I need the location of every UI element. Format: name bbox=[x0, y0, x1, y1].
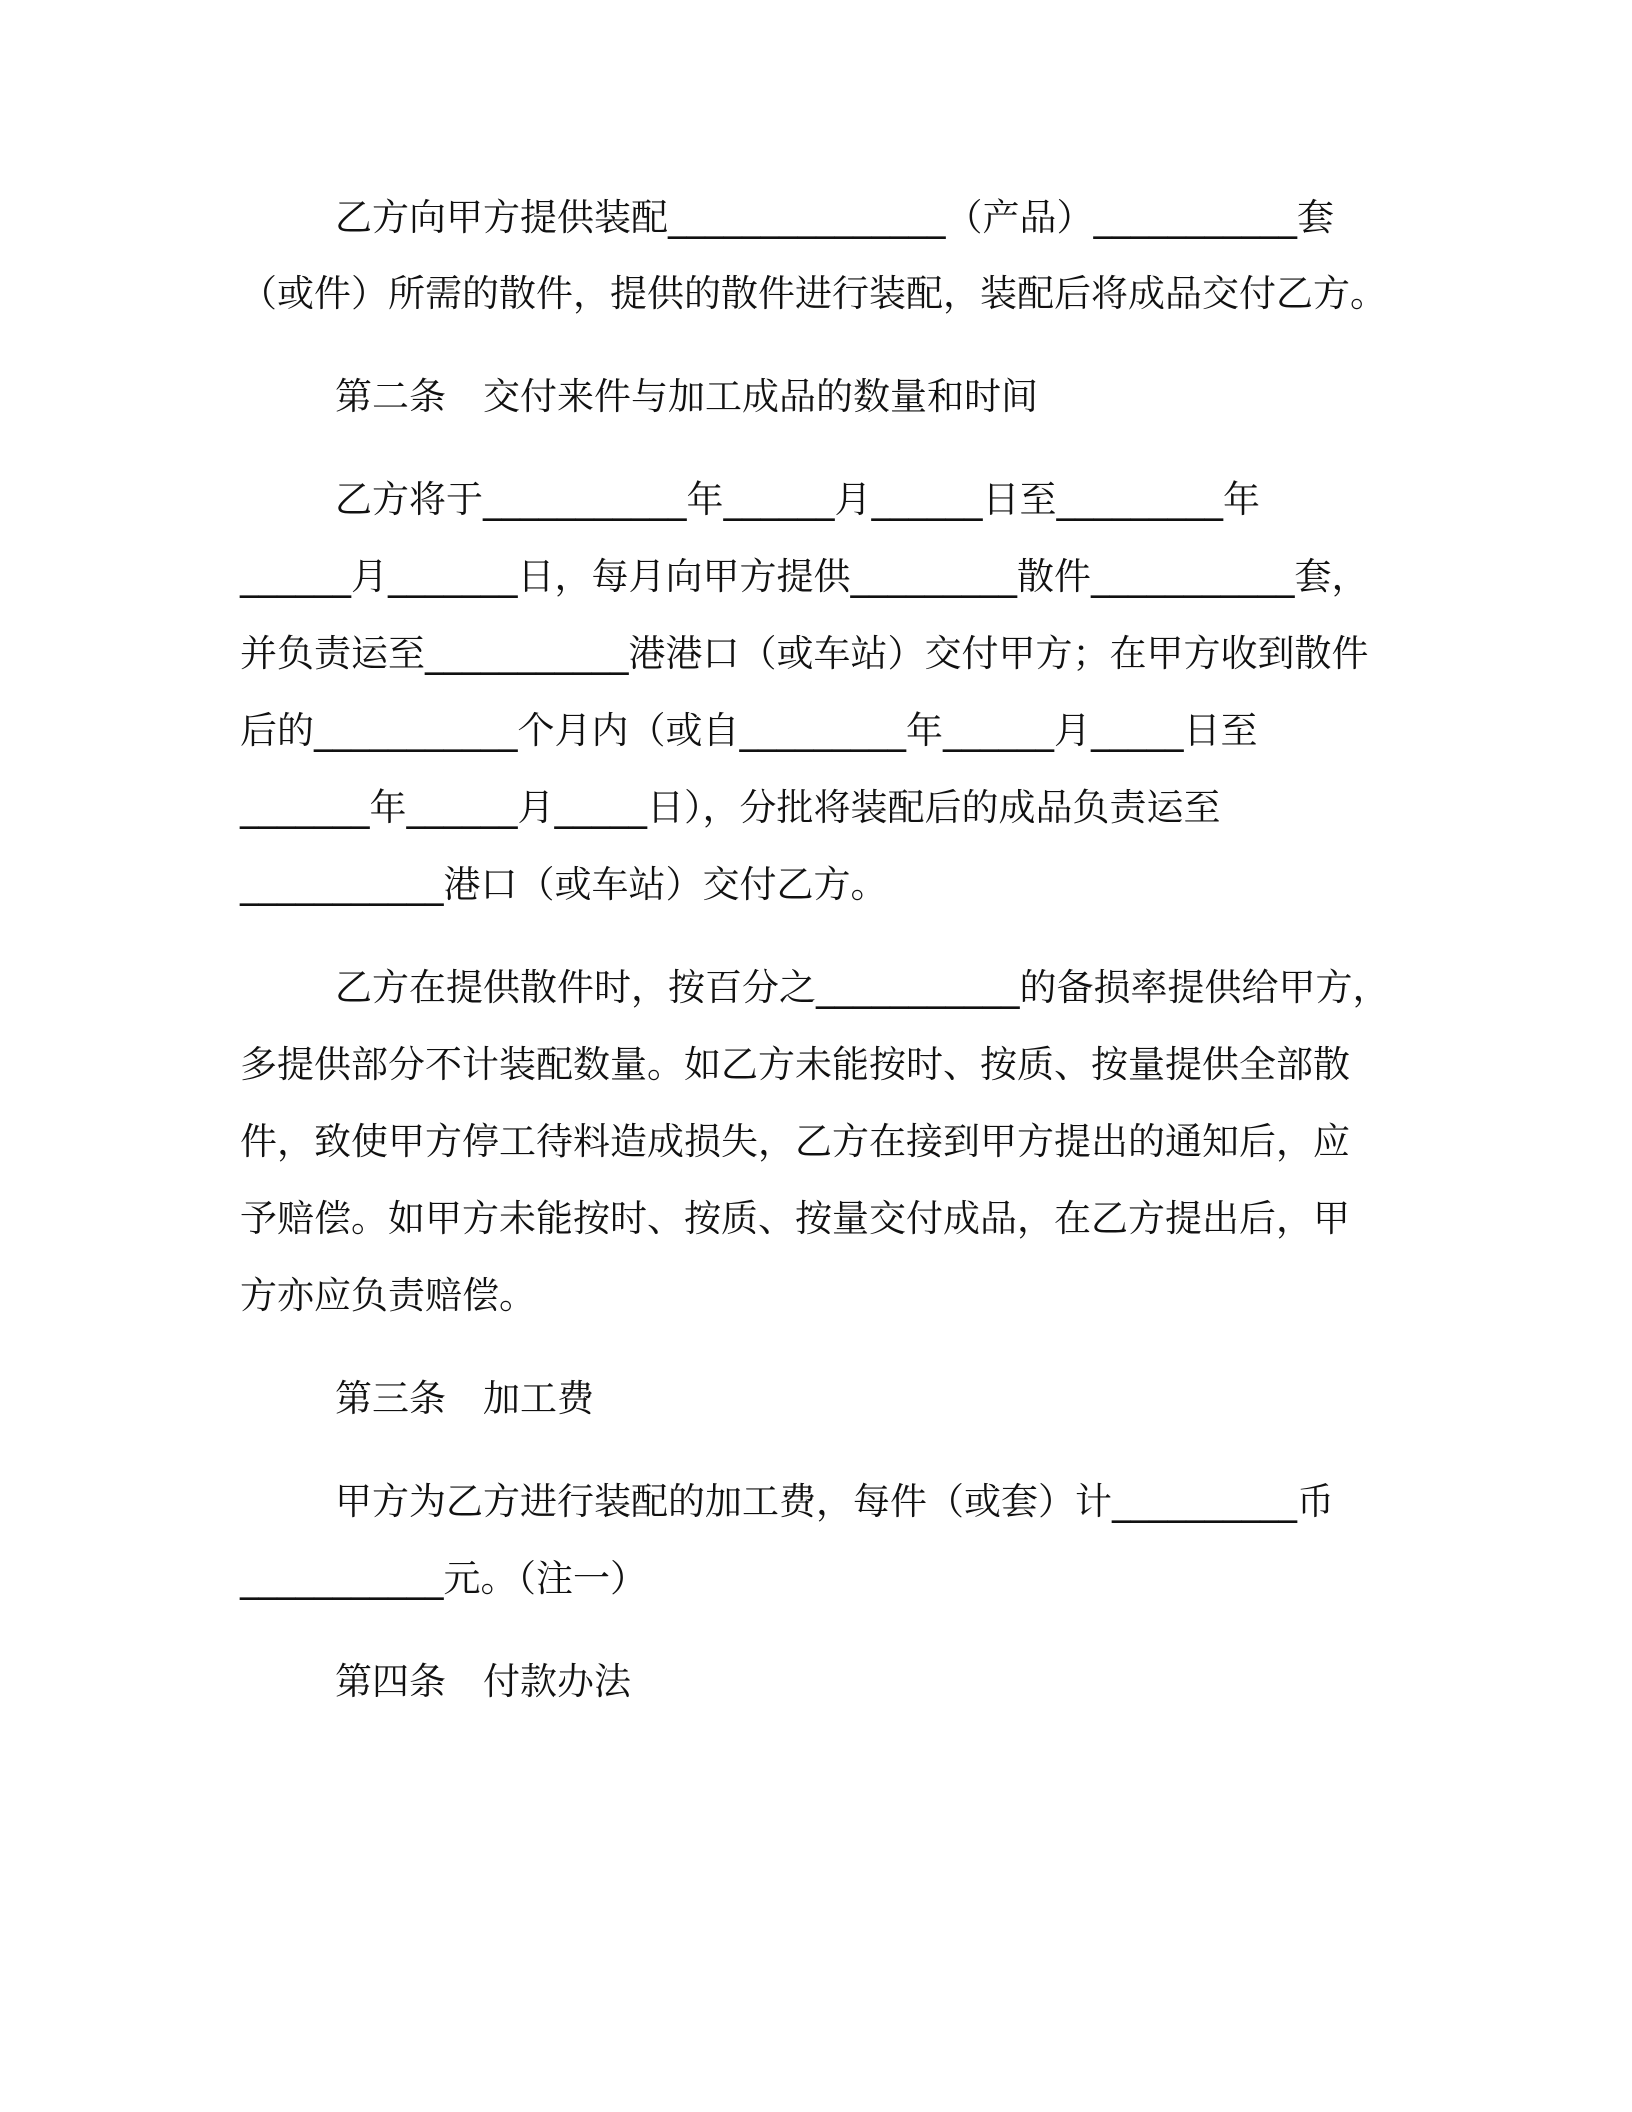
paragraph-delivery-line-6: ___________港口（或车站）交付乙方。 bbox=[240, 863, 888, 906]
paragraph-delivery-line-1: 乙方将于___________年______月______日至_________年 bbox=[335, 478, 1260, 521]
paragraph-spare-line-4: 予赔偿。如甲方未能按时、按质、按量交付成品，在乙方提出后，甲 bbox=[240, 1197, 1350, 1240]
article-3-heading: 第三条 加工费 bbox=[335, 1377, 594, 1420]
paragraph-fee-line-2: ___________元。（注一） bbox=[240, 1557, 647, 1600]
paragraph-delivery-line-5: _______年______月_____日），分批将装配后的成品负责运至 bbox=[240, 786, 1221, 829]
paragraph-delivery-line-2: ______月_______日，每月向甲方提供_________散件___________套， bbox=[240, 555, 1369, 598]
paragraph-supply-line-2: （或件）所需的散件，提供的散件进行装配，装配后将成品交付乙方。 bbox=[240, 272, 1387, 315]
paragraph-fee-line-1: 甲方为乙方进行装配的加工费，每件（或套）计__________币 bbox=[335, 1480, 1334, 1523]
paragraph-supply-line-1: 乙方向甲方提供装配_______________（产品）___________套 bbox=[335, 196, 1334, 239]
article-4-heading: 第四条 付款办法 bbox=[335, 1660, 631, 1703]
paragraph-spare-line-5: 方亦应负责赔偿。 bbox=[240, 1274, 536, 1317]
paragraph-delivery-line-4: 后的___________个月内（或自_________年______月_____日至 bbox=[240, 709, 1258, 752]
article-2-heading: 第二条 交付来件与加工成品的数量和时间 bbox=[335, 375, 1038, 418]
paragraph-spare-line-1: 乙方在提供散件时，按百分之___________的备损率提供给甲方， bbox=[335, 966, 1390, 1009]
paragraph-spare-line-2: 多提供部分不计装配数量。如乙方未能按时、按质、按量提供全部散 bbox=[240, 1043, 1350, 1086]
paragraph-spare-line-3: 件，致使甲方停工待料造成损失，乙方在接到甲方提出的通知后，应 bbox=[240, 1120, 1350, 1163]
paragraph-delivery-line-3: 并负责运至___________港港口（或车站）交付甲方；在甲方收到散件 bbox=[240, 632, 1369, 675]
